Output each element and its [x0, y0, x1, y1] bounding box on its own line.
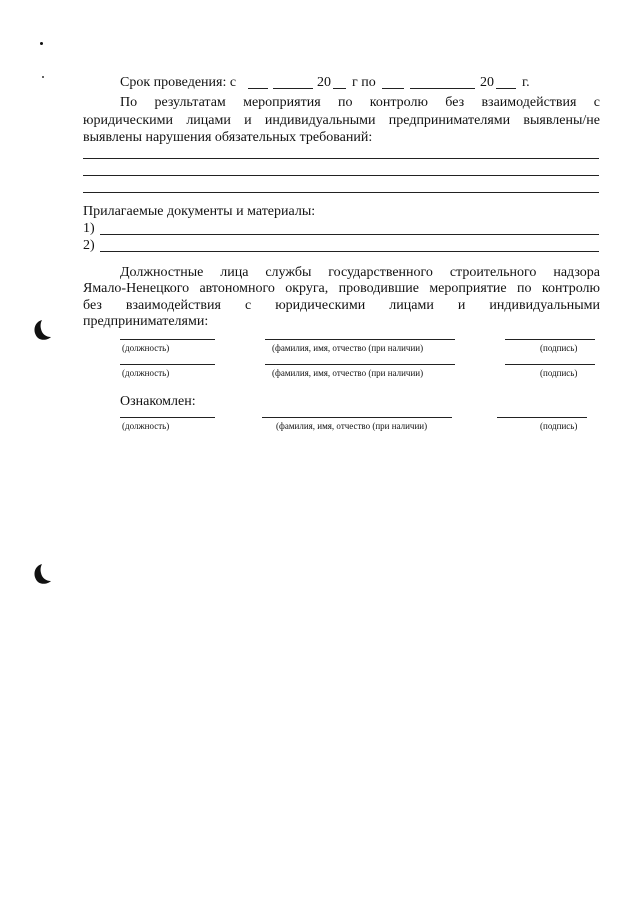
name-label-2: (фамилия, имя, отчество (при наличии): [272, 368, 424, 378]
attachment-item-2-blank: [100, 251, 599, 252]
signature-blank-3: [497, 417, 587, 418]
signature-label-1: (подпись): [540, 343, 578, 353]
year-to-blank: [496, 88, 516, 89]
month-from-blank: [273, 88, 313, 89]
position-blank-3: [120, 417, 215, 418]
month-to-blank: [410, 88, 475, 89]
result-line-3: выявлены нарушения обязательных требований:: [83, 130, 373, 145]
day-from-blank: [248, 88, 268, 89]
period-lead: Срок проведения: с: [120, 75, 237, 90]
year-from-prefix: 20: [317, 75, 331, 90]
name-blank-2: [265, 364, 455, 365]
violations-blank-3: [83, 192, 599, 193]
violations-blank-1: [83, 158, 599, 159]
name-blank-3: [262, 417, 452, 418]
position-blank-2: [120, 364, 215, 365]
officials-line-3: без взаимодействия с юридическими лицами и индивидуальными: [83, 298, 600, 313]
position-label-3: (должность): [122, 421, 170, 431]
signature-label-3: (подпись): [540, 421, 578, 431]
violations-blank-2: [83, 175, 599, 176]
attachment-item-1-label: 1): [83, 221, 95, 236]
attachment-item-1-blank: [100, 234, 599, 235]
position-blank-1: [120, 339, 215, 340]
attachments-heading: Прилагаемые документы и материалы:: [83, 204, 316, 219]
acknowledged-label: Ознакомлен:: [120, 394, 196, 409]
officials-line-1: Должностные лица службы государственного строительного надзора: [120, 265, 600, 280]
period-mid: г по: [352, 75, 376, 90]
name-label-3: (фамилия, имя, отчество (при наличии): [276, 421, 428, 431]
scan-dot-mark: [42, 76, 44, 78]
period-tail: г.: [522, 75, 530, 90]
name-blank-1: [265, 339, 455, 340]
period-line: [120, 75, 600, 91]
binder-hole-mark: [30, 318, 52, 342]
position-label-1: (должность): [122, 343, 170, 353]
signature-blank-1: [505, 339, 595, 340]
year-to-prefix: 20: [480, 75, 494, 90]
position-label-2: (должность): [122, 368, 170, 378]
day-to-blank: [382, 88, 404, 89]
officials-line-4: предпринимателями:: [83, 314, 209, 329]
officials-line-2: Ямало-Ненецкого автономного округа, проводившие мероприятие по контролю: [83, 281, 600, 296]
year-from-blank: [333, 88, 346, 89]
name-label-1: (фамилия, имя, отчество (при наличии): [272, 343, 424, 353]
signature-blank-2: [505, 364, 595, 365]
signature-label-2: (подпись): [540, 368, 578, 378]
binder-hole-mark: [30, 562, 52, 586]
result-line-2: юридическими лицами и индивидуальными предпринимателями выявлены/не: [83, 113, 600, 128]
scan-dot-mark: [40, 42, 43, 45]
attachment-item-2-label: 2): [83, 238, 95, 253]
result-line-1: По результатам мероприятия по контролю без взаимодействия с: [120, 95, 600, 110]
